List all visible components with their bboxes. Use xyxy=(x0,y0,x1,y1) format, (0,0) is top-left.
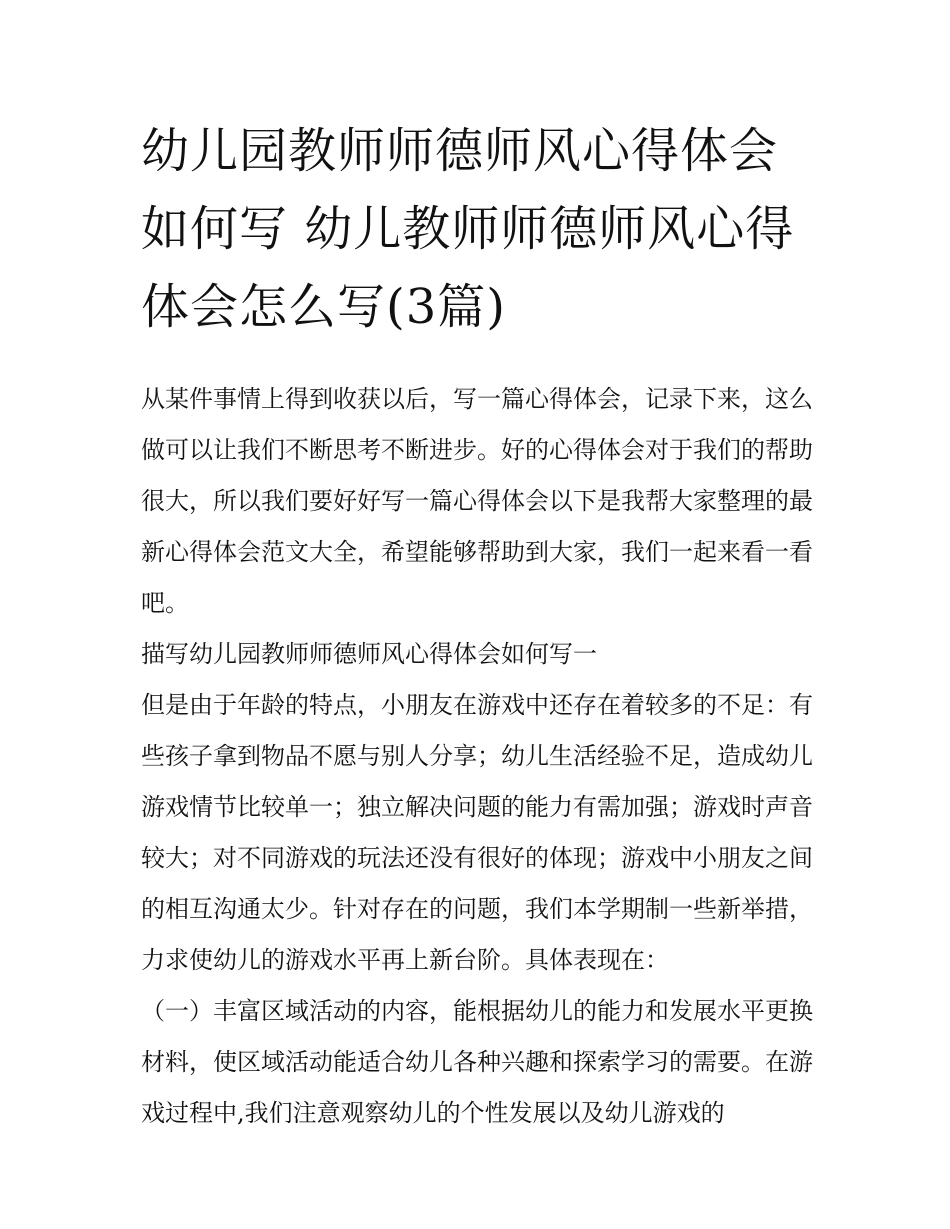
body-paragraph: （一）丰富区域活动的内容，能根据幼儿的能力和发展水平更换材料，使区域活动能适合幼儿各种兴趣和探索学习的需要。在游戏过程中,我们注意观察幼儿的个性发展以及幼儿游戏的 xyxy=(141,997,813,1127)
document-title: 幼儿园教师师德师风心得体会如何写 幼儿教师师德师风心得体会怎么写(3篇) xyxy=(141,123,795,335)
section-heading: 描写幼儿园教师师德师风心得体会如何写一 xyxy=(141,640,597,668)
intro-paragraph: 从某件事情上得到收获以后，写一篇心得体会，记录下来，这么做可以让我们不断思考不断进步。好的心得体会对于我们的帮助很大，所以我们要好好写一篇心得体会以下是我帮大家整理的最新心得体会范文大全，希望能够帮助到大家，我们一起来看一看吧。 xyxy=(141,385,813,617)
body-paragraph: 但是由于年龄的特点，小朋友在游戏中还存在着较多的不足：有些孩子拿到物品不愿与别人分享；幼儿生活经验不足，造成幼儿游戏情节比较单一；独立解决问题的能力有需加强；游戏时声音较大；对不同游戏的玩法还没有很好的体现；游戏中小朋友之间的相互沟通太少。针对存在的问题，我们本学期制一些新举措，力求使幼儿的游戏水平再上新台阶。具体表现在： xyxy=(141,691,813,974)
document-page xyxy=(141,112,813,1139)
